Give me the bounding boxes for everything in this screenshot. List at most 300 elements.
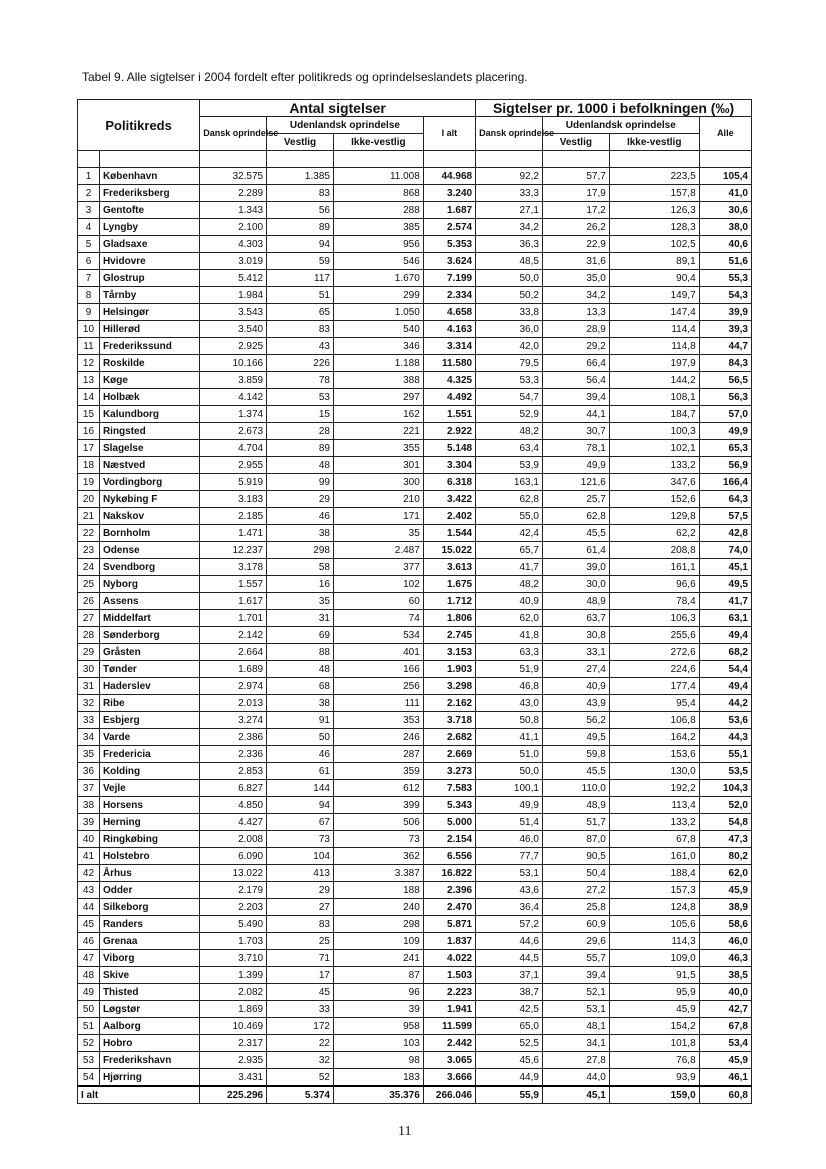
spacer-cell [542,151,609,168]
table-row [78,729,752,746]
cell-vestlig: 83 [267,916,334,933]
cell-ikke-vestlig-rate: 153,6 [609,746,699,763]
cell-vestlig: 25 [267,933,334,950]
cell-vestlig-rate: 121,6 [542,474,609,491]
cell-ikke-vestlig: 246 [333,729,423,746]
cell-ikke-vestlig-rate: 106,3 [609,610,699,627]
spacer-cell [423,151,475,168]
cell-i-alt: 6.318 [423,474,475,491]
cell-ikke-vestlig: 241 [333,950,423,967]
cell-dansk: 1.617 [200,593,267,610]
cell-ikke-vestlig: 109 [333,933,423,950]
row-number: 18 [78,457,100,474]
cell-vestlig: 61 [267,763,334,780]
row-number: 52 [78,1035,100,1052]
cell-ikke-vestlig-rate: 106,8 [609,712,699,729]
cell-i-alt: 2.669 [423,746,475,763]
cell-alle-rate: 68,2 [699,644,751,661]
cell-vestlig: 45 [267,984,334,1001]
row-politikreds: Fredericia [99,746,199,763]
cell-dansk: 12.237 [200,542,267,559]
cell-ikke-vestlig-rate: 133,2 [609,814,699,831]
cell-vestlig: 16 [267,576,334,593]
cell-dansk: 2.955 [200,457,267,474]
cell-alle-rate: 54,8 [699,814,751,831]
cell-alle-rate: 53,4 [699,1035,751,1052]
row-number: 39 [78,814,100,831]
row-politikreds: Sønderborg [99,627,199,644]
cell-ikke-vestlig: 401 [333,644,423,661]
cell-alle-rate: 42,8 [699,525,751,542]
cell-vestlig-rate: 30,8 [542,627,609,644]
cell-vestlig-rate: 28,9 [542,321,609,338]
cell-dansk-rate: 62,8 [476,491,543,508]
cell-i-alt: 4.658 [423,304,475,321]
cell-ikke-vestlig-rate: 128,3 [609,219,699,236]
cell-vestlig: 89 [267,440,334,457]
cell-dansk-rate: 38,7 [476,984,543,1001]
cell-dansk: 2.317 [200,1035,267,1052]
cell-vestlig-rate: 45,5 [542,525,609,542]
cell-vestlig: 48 [267,661,334,678]
cell-i-alt: 2.334 [423,287,475,304]
row-politikreds: Frederiksberg [99,185,199,202]
row-number: 31 [78,678,100,695]
row-number: 53 [78,1052,100,1069]
cell-alle-rate: 40,0 [699,984,751,1001]
cell-vestlig: 48 [267,457,334,474]
row-politikreds: Aalborg [99,1018,199,1035]
table-row [78,406,752,423]
cell-vestlig: 51 [267,287,334,304]
row-number: 23 [78,542,100,559]
cell-i-alt: 2.162 [423,695,475,712]
cell-ikke-vestlig: 299 [333,287,423,304]
cell-vestlig-rate: 31,6 [542,253,609,270]
cell-dansk-rate: 62,0 [476,610,543,627]
row-number: 9 [78,304,100,321]
cell-vestlig: 104 [267,848,334,865]
cell-vestlig-rate: 55,7 [542,950,609,967]
cell-vestlig-rate: 87,0 [542,831,609,848]
cell-ikke-vestlig-rate: 78,4 [609,593,699,610]
cell-alle-rate: 54,4 [699,661,751,678]
row-number: 37 [78,780,100,797]
table-row [78,746,752,763]
cell-ikke-vestlig-rate: 154,2 [609,1018,699,1035]
cell-ikke-vestlig: 98 [333,1052,423,1069]
cell-vestlig-rate: 39,0 [542,559,609,576]
cell-dansk-rate: 42,5 [476,1001,543,1018]
cell-vestlig: 31 [267,610,334,627]
header-i-alt: I alt [423,117,475,151]
cell-alle-rate: 46,3 [699,950,751,967]
cell-ikke-vestlig: 35 [333,525,423,542]
cell-dansk-rate: 54,7 [476,389,543,406]
cell-ikke-vestlig-rate: 95,9 [609,984,699,1001]
cell-dansk: 3.859 [200,372,267,389]
cell-vestlig-rate: 22,9 [542,236,609,253]
cell-i-alt: 3.718 [423,712,475,729]
cell-vestlig: 38 [267,695,334,712]
cell-vestlig-rate: 30,7 [542,423,609,440]
cell-dansk: 10.469 [200,1018,267,1035]
row-politikreds: Vordingborg [99,474,199,491]
cell-dansk-rate: 42,4 [476,525,543,542]
header-vestlig: Vestlig [267,134,334,151]
cell-vestlig-rate: 60,9 [542,916,609,933]
cell-alle-rate: 46,1 [699,1069,751,1087]
cell-vestlig: 71 [267,950,334,967]
cell-dansk-rate: 50,0 [476,763,543,780]
spacer-cell [267,151,334,168]
cell-vestlig-rate: 90,5 [542,848,609,865]
cell-ikke-vestlig: 3.387 [333,865,423,882]
cell-vestlig: 1.385 [267,168,334,185]
row-number: 54 [78,1069,100,1087]
cell-i-alt: 2.396 [423,882,475,899]
cell-vestlig: 298 [267,542,334,559]
cell-vestlig-rate: 25,7 [542,491,609,508]
cell-ikke-vestlig-rate: 114,3 [609,933,699,950]
row-number: 10 [78,321,100,338]
cell-dansk-rate: 52,9 [476,406,543,423]
cell-alle-rate-total: 60,8 [699,1086,751,1104]
cell-vestlig-rate: 78,1 [542,440,609,457]
row-number: 50 [78,1001,100,1018]
cell-dansk: 6.090 [200,848,267,865]
cell-vestlig-rate: 44,0 [542,1069,609,1087]
cell-vestlig: 59 [267,253,334,270]
cell-ikke-vestlig: 546 [333,253,423,270]
table-row [78,253,752,270]
cell-i-alt: 3.422 [423,491,475,508]
cell-ikke-vestlig-rate: 149,7 [609,287,699,304]
row-politikreds: Thisted [99,984,199,1001]
cell-ikke-vestlig-rate: 105,6 [609,916,699,933]
cell-i-alt: 3.273 [423,763,475,780]
cell-ikke-vestlig: 11.008 [333,168,423,185]
cell-vestlig-rate: 39,4 [542,967,609,984]
row-politikreds: Silkeborg [99,899,199,916]
cell-dansk: 4.303 [200,236,267,253]
cell-vestlig-rate: 34,1 [542,1035,609,1052]
cell-ikke-vestlig: 256 [333,678,423,695]
cell-i-alt: 11.580 [423,355,475,372]
cell-i-alt: 11.599 [423,1018,475,1035]
cell-dansk-rate: 63,3 [476,644,543,661]
row-politikreds: Viborg [99,950,199,967]
row-politikreds: Gladsaxe [99,236,199,253]
cell-ikke-vestlig: 2.487 [333,542,423,559]
cell-dansk: 2.008 [200,831,267,848]
cell-dansk: 1.869 [200,1001,267,1018]
cell-dansk: 2.925 [200,338,267,355]
row-number: 1 [78,168,100,185]
table-body [78,151,752,1104]
cell-dansk: 2.179 [200,882,267,899]
cell-dansk-rate: 57,2 [476,916,543,933]
cell-dansk: 2.082 [200,984,267,1001]
table-row [78,185,752,202]
cell-i-alt: 4.325 [423,372,475,389]
cell-alle-rate: 38,0 [699,219,751,236]
row-number: 8 [78,287,100,304]
row-politikreds: København [99,168,199,185]
cell-i-alt: 3.314 [423,338,475,355]
cell-vestlig: 88 [267,644,334,661]
row-number: 32 [78,695,100,712]
row-politikreds: Assens [99,593,199,610]
cell-alle-rate: 62,0 [699,865,751,882]
row-number: 46 [78,933,100,950]
cell-dansk-total: 225.296 [200,1086,267,1104]
cell-ikke-vestlig-rate: 96,6 [609,576,699,593]
cell-alle-rate: 56,5 [699,372,751,389]
cell-alle-rate: 64,3 [699,491,751,508]
row-politikreds: Slagelse [99,440,199,457]
cell-dansk: 1.343 [200,202,267,219]
cell-ikke-vestlig-rate: 152,6 [609,491,699,508]
cell-dansk: 2.013 [200,695,267,712]
cell-i-alt: 2.745 [423,627,475,644]
cell-vestlig: 83 [267,321,334,338]
cell-i-alt: 5.353 [423,236,475,253]
cell-dansk: 2.974 [200,678,267,695]
cell-vestlig: 29 [267,882,334,899]
row-number: 14 [78,389,100,406]
cell-ikke-vestlig-rate: 95,4 [609,695,699,712]
cell-dansk: 2.664 [200,644,267,661]
cell-dansk-rate: 48,2 [476,423,543,440]
table-row [78,287,752,304]
cell-vestlig-rate: 26,2 [542,219,609,236]
row-number: 29 [78,644,100,661]
cell-ikke-vestlig: 355 [333,440,423,457]
row-politikreds: Roskilde [99,355,199,372]
cell-dansk-rate: 50,0 [476,270,543,287]
cell-alle-rate: 84,3 [699,355,751,372]
cell-i-alt: 3.298 [423,678,475,695]
cell-i-alt: 2.223 [423,984,475,1001]
cell-i-alt: 15.022 [423,542,475,559]
cell-alle-rate: 46,0 [699,933,751,950]
cell-dansk-rate: 50,2 [476,287,543,304]
spacer-cell [699,151,751,168]
cell-alle-rate: 49,4 [699,678,751,695]
header-udenlandsk-oprindelse-rate: Udenlandsk oprindelse [542,117,699,134]
cell-ikke-vestlig-rate: 347,6 [609,474,699,491]
cell-i-alt: 1.687 [423,202,475,219]
cell-dansk-rate: 36,4 [476,899,543,916]
cell-vestlig-rate: 17,2 [542,202,609,219]
cell-dansk-rate: 44,5 [476,950,543,967]
cell-alle-rate: 52,0 [699,797,751,814]
cell-dansk-rate: 36,0 [476,321,543,338]
row-number: 5 [78,236,100,253]
cell-i-alt: 3.666 [423,1069,475,1087]
cell-vestlig-rate: 43,9 [542,695,609,712]
cell-i-alt: 2.574 [423,219,475,236]
cell-alle-rate: 42,7 [699,1001,751,1018]
cell-dansk: 4.427 [200,814,267,831]
cell-ikke-vestlig: 399 [333,797,423,814]
cell-dansk: 2.336 [200,746,267,763]
cell-ikke-vestlig-rate: 130,0 [609,763,699,780]
row-politikreds: Glostrup [99,270,199,287]
header-dansk-oprindelse-rate: Dansk oprindelse [476,117,543,151]
cell-ikke-vestlig-rate: 108,1 [609,389,699,406]
cell-dansk: 2.386 [200,729,267,746]
cell-vestlig-rate: 27,4 [542,661,609,678]
cell-dansk-rate: 50,8 [476,712,543,729]
cell-vestlig: 22 [267,1035,334,1052]
cell-ikke-vestlig-rate: 272,6 [609,644,699,661]
cell-i-alt: 44.968 [423,168,475,185]
cell-dansk: 3.543 [200,304,267,321]
table-row [78,1052,752,1069]
cell-vestlig-rate: 33,1 [542,644,609,661]
cell-i-alt: 2.470 [423,899,475,916]
table-row [78,644,752,661]
cell-alle-rate: 39,3 [699,321,751,338]
cell-ikke-vestlig: 60 [333,593,423,610]
cell-vestlig-rate: 62,8 [542,508,609,525]
cell-dansk-rate: 43,6 [476,882,543,899]
cell-ikke-vestlig: 385 [333,219,423,236]
cell-dansk-rate: 63,4 [476,440,543,457]
table-row [78,236,752,253]
table-row [78,916,752,933]
cell-dansk: 13.022 [200,865,267,882]
cell-alle-rate: 49,9 [699,423,751,440]
cell-dansk-rate: 49,9 [476,797,543,814]
cell-ikke-vestlig: 362 [333,848,423,865]
cell-dansk-rate: 27,1 [476,202,543,219]
row-number: 21 [78,508,100,525]
cell-dansk-rate: 42,0 [476,338,543,355]
cell-i-alt: 3.304 [423,457,475,474]
row-politikreds: Nyborg [99,576,199,593]
cell-dansk-rate: 53,1 [476,865,543,882]
cell-i-alt-total: 266.046 [423,1086,475,1104]
row-number: 13 [78,372,100,389]
table-row [78,797,752,814]
cell-dansk-rate: 41,8 [476,627,543,644]
row-number: 45 [78,916,100,933]
cell-ikke-vestlig: 171 [333,508,423,525]
cell-alle-rate: 44,7 [699,338,751,355]
cell-vestlig: 32 [267,1052,334,1069]
cell-ikke-vestlig-rate: 133,2 [609,457,699,474]
table-row [78,933,752,950]
cell-i-alt: 4.163 [423,321,475,338]
cell-vestlig: 46 [267,508,334,525]
row-politikreds: Skive [99,967,199,984]
cell-dansk-rate: 34,2 [476,219,543,236]
cell-i-alt: 3.240 [423,185,475,202]
table-row [78,1001,752,1018]
cell-vestlig: 172 [267,1018,334,1035]
row-number: 25 [78,576,100,593]
cell-ikke-vestlig: 96 [333,984,423,1001]
cell-ikke-vestlig-rate: 124,8 [609,899,699,916]
spacer-cell [476,151,543,168]
cell-ikke-vestlig: 102 [333,576,423,593]
cell-ikke-vestlig: 868 [333,185,423,202]
cell-alle-rate: 45,9 [699,1052,751,1069]
cell-vestlig-rate: 49,9 [542,457,609,474]
cell-vestlig-rate: 52,1 [542,984,609,1001]
cell-ikke-vestlig: 1.050 [333,304,423,321]
cell-ikke-vestlig-rate: 45,9 [609,1001,699,1018]
cell-dansk-rate: 37,1 [476,967,543,984]
row-politikreds: Kalundborg [99,406,199,423]
cell-alle-rate: 80,2 [699,848,751,865]
row-number: 34 [78,729,100,746]
cell-ikke-vestlig-rate: 255,6 [609,627,699,644]
cell-ikke-vestlig-rate: 197,9 [609,355,699,372]
cell-vestlig: 28 [267,423,334,440]
row-number: 15 [78,406,100,423]
table-row [78,270,752,287]
cell-vestlig: 46 [267,746,334,763]
row-number: 6 [78,253,100,270]
cell-dansk: 2.100 [200,219,267,236]
cell-vestlig-rate: 61,4 [542,542,609,559]
row-politikreds: Ringkøbing [99,831,199,848]
cell-vestlig-rate-total: 45,1 [542,1086,609,1104]
cell-ikke-vestlig-rate: 109,0 [609,950,699,967]
row-politikreds: Grenaa [99,933,199,950]
row-number: 30 [78,661,100,678]
cell-ikke-vestlig: 288 [333,202,423,219]
cell-vestlig-rate: 17,9 [542,185,609,202]
cell-vestlig: 144 [267,780,334,797]
row-politikreds: Herning [99,814,199,831]
cell-alle-rate: 55,1 [699,746,751,763]
cell-dansk-rate: 46,8 [476,678,543,695]
cell-i-alt: 3.153 [423,644,475,661]
table-row [78,967,752,984]
cell-ikke-vestlig: 297 [333,389,423,406]
row-politikreds: Århus [99,865,199,882]
table-row [78,848,752,865]
cell-alle-rate: 63,1 [699,610,751,627]
cell-dansk-rate: 48,5 [476,253,543,270]
cell-vestlig-rate: 59,8 [542,746,609,763]
row-politikreds: Middelfart [99,610,199,627]
table-row [78,321,752,338]
cell-dansk: 2.935 [200,1052,267,1069]
cell-dansk-rate: 41,1 [476,729,543,746]
cell-dansk: 1.471 [200,525,267,542]
cell-vestlig: 117 [267,270,334,287]
cell-dansk-rate: 79,5 [476,355,543,372]
cell-vestlig: 53 [267,389,334,406]
cell-dansk-rate: 40,9 [476,593,543,610]
cell-alle-rate: 74,0 [699,542,751,559]
cell-dansk-rate: 44,9 [476,1069,543,1087]
cell-dansk-rate: 53,9 [476,457,543,474]
cell-ikke-vestlig-rate: 126,3 [609,202,699,219]
cell-alle-rate: 45,1 [699,559,751,576]
cell-vestlig: 69 [267,627,334,644]
cell-alle-rate: 51,6 [699,253,751,270]
cell-dansk-rate: 51,0 [476,746,543,763]
row-politikreds: Hillerød [99,321,199,338]
cell-alle-rate: 56,9 [699,457,751,474]
